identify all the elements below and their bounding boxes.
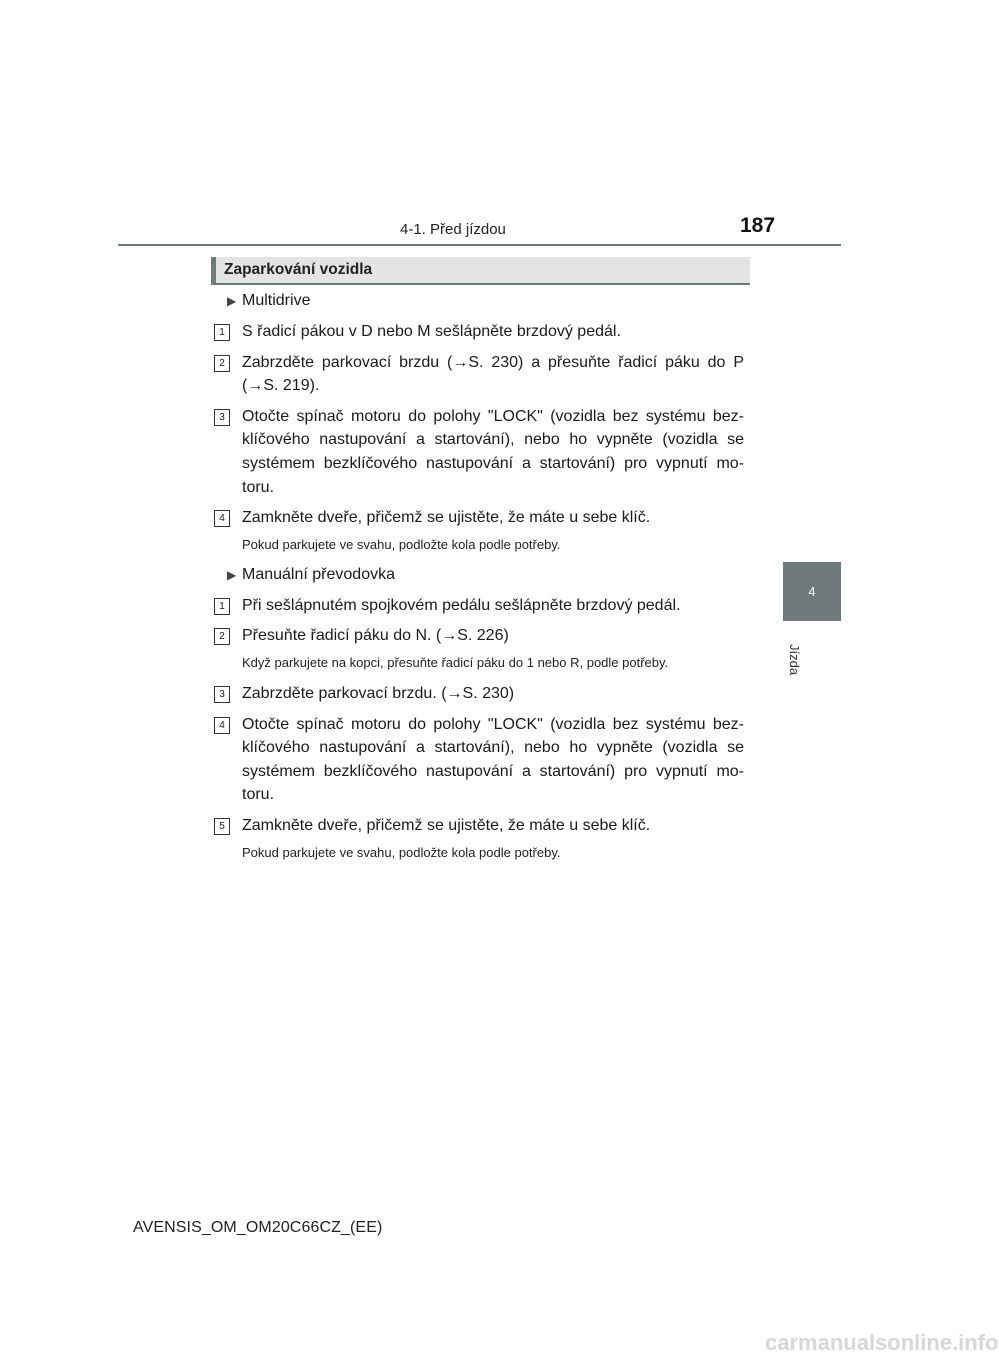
step-text: Přesuňte řadicí páku do N. (→S. 226)	[242, 627, 509, 645]
step-number: 3	[214, 409, 230, 426]
step-number: 2	[214, 628, 230, 645]
section-heading	[211, 257, 750, 285]
footer-document-code: AVENSIS_OM_OM20C66CZ_(EE)	[133, 1219, 383, 1236]
subsection-title: Multidrive	[242, 292, 311, 309]
watermark: carmanualsonline.info	[765, 1330, 999, 1355]
step	[214, 351, 744, 398]
step	[214, 405, 744, 499]
step-text: Zamkněte dveře, přičemž se ujistěte, že máte u sebe klíč.	[242, 816, 651, 834]
step-text: Zabrzděte parkovací brzdu (→S. 230) a přesuňte řadicí páku do P (→S. 219).	[242, 353, 744, 395]
triangle-right-icon: ▶	[227, 294, 237, 308]
step-text: Zamkněte dveře, přičemž se ujistěte, že máte u sebe klíč.	[242, 509, 651, 527]
step	[214, 682, 744, 706]
step-text: Při sešlápnutém spojkovém pedálu sešlápněte brzdový pedál.	[242, 596, 681, 614]
step-text: Zabrzděte parkovací brzdu. (→S. 230)	[242, 684, 515, 702]
note: Pokud parkujete ve svahu, podložte kola podle potřeby.	[242, 536, 561, 552]
step-text: Otočte spínač motoru do polohy "LOCK" (vozidla bez systému bez-klíčového nastupování a startování), nebo ho vypněte (vozidla se systémem bezklíčového nastupování a startování) pro vypnutí mo-toru.	[242, 407, 744, 496]
step	[214, 320, 744, 344]
subsection-multidrive	[214, 290, 744, 312]
page-number: 187	[740, 214, 776, 237]
step-text: S řadicí pákou v D nebo M sešlápněte brzdový pedál.	[242, 323, 621, 340]
step-number: 4	[214, 717, 230, 734]
header-section-title: 4-1. Před jízdou	[400, 221, 506, 238]
step	[214, 506, 744, 530]
chapter-label: Jízda	[787, 644, 802, 676]
step-number: 3	[214, 686, 230, 703]
step-number: 4	[214, 510, 230, 527]
content	[214, 290, 744, 872]
step-text: Otočte spínač motoru do polohy "LOCK" (vozidla bez systému bez-klíčového nastupování a startování), nebo ho vypněte (vozidla se systémem bezklíčového nastupování a startování) pro vypnutí mo-toru.	[242, 715, 744, 804]
chapter-tab: 4	[783, 562, 841, 621]
step	[214, 594, 744, 618]
note: Když parkujete na kopci, přesuňte řadicí páku do 1 nebo R, podle potřeby.	[242, 654, 669, 670]
step	[214, 713, 744, 807]
section-heading-bar	[211, 257, 216, 283]
subsection-title: Manuální převodovka	[242, 565, 395, 583]
subsection-manual	[214, 564, 744, 586]
step-number: 1	[214, 598, 230, 615]
step	[214, 624, 744, 648]
step-number: 5	[214, 818, 230, 835]
header-rule	[118, 244, 841, 246]
step-number: 2	[214, 355, 230, 372]
triangle-right-icon: ▶	[227, 567, 237, 582]
step-number: 1	[214, 324, 230, 341]
section-title: Zaparkování vozidla	[224, 261, 373, 278]
note: Pokud parkujete ve svahu, podložte kola podle potřeby.	[242, 844, 561, 860]
step	[214, 814, 744, 838]
